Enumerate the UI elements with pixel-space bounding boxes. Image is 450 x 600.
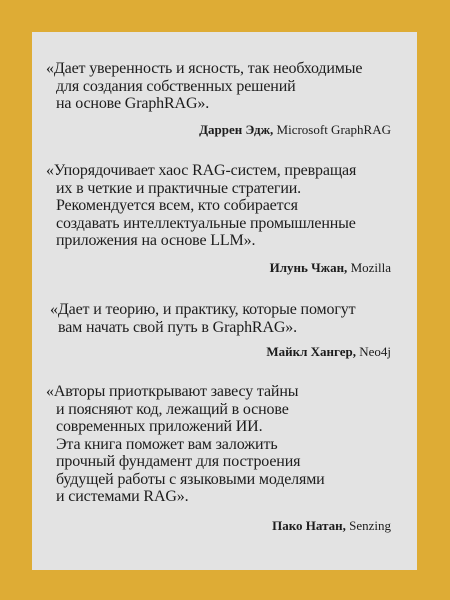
quote-line: для создания собственных решений xyxy=(56,77,296,95)
quote-line: «Дает уверенность и ясность, так необходимые xyxy=(46,60,363,77)
quote-line: на основе GraphRAG». xyxy=(56,95,210,112)
quote-line: Эта книга поможет вам заложить xyxy=(56,435,278,453)
quote-line: создавать интеллектуальные промышленные xyxy=(56,214,356,232)
quote-line: и поясняют код, лежащий в основе xyxy=(56,400,289,418)
testimonial-1 xyxy=(32,60,417,113)
testimonial-4 xyxy=(32,383,417,506)
testimonial-3-attribution xyxy=(266,344,391,360)
testimonials-panel xyxy=(32,32,417,570)
testimonial-3 xyxy=(32,301,417,336)
author-affiliation: Mozilla xyxy=(350,260,391,275)
quote-line: и системами RAG». xyxy=(56,488,189,505)
quote-line: «Авторы приоткрывают завесу тайны xyxy=(46,383,299,400)
testimonial-2-attribution xyxy=(270,260,391,276)
quote-line: Рекомендуется всем, кто собирается xyxy=(56,197,298,214)
quote-line: их в четкие и практичные стратегии. xyxy=(56,179,302,197)
quote-line: «Дает и теорию, и практику, которые помогут xyxy=(50,301,356,318)
author-name: Даррен Эдж, xyxy=(199,122,274,137)
author-name: Илунь Чжан, xyxy=(269,260,348,275)
quote-line: современных приложений ИИ. xyxy=(56,418,263,435)
quote-line: прочный фундамент для построения xyxy=(56,453,301,470)
quote-line: приложения на основе LLM». xyxy=(56,232,256,249)
author-name: Пако Натан, xyxy=(272,518,346,533)
testimonial-2 xyxy=(32,162,417,250)
author-affiliation: Senzing xyxy=(349,518,391,533)
testimonial-1-attribution xyxy=(199,122,391,138)
quote-line: будущей работы с языковыми моделями xyxy=(56,470,325,488)
quote-line: вам начать свой путь в GraphRAG». xyxy=(58,318,297,336)
author-affiliation: Neo4j xyxy=(359,344,391,359)
author-affiliation: Microsoft GraphRAG xyxy=(276,122,391,137)
quote-line: «Упорядочивает хаос RAG-систем, превращая xyxy=(46,162,357,179)
author-name: Майкл Хангер, xyxy=(266,344,356,359)
testimonial-4-attribution xyxy=(272,518,391,534)
